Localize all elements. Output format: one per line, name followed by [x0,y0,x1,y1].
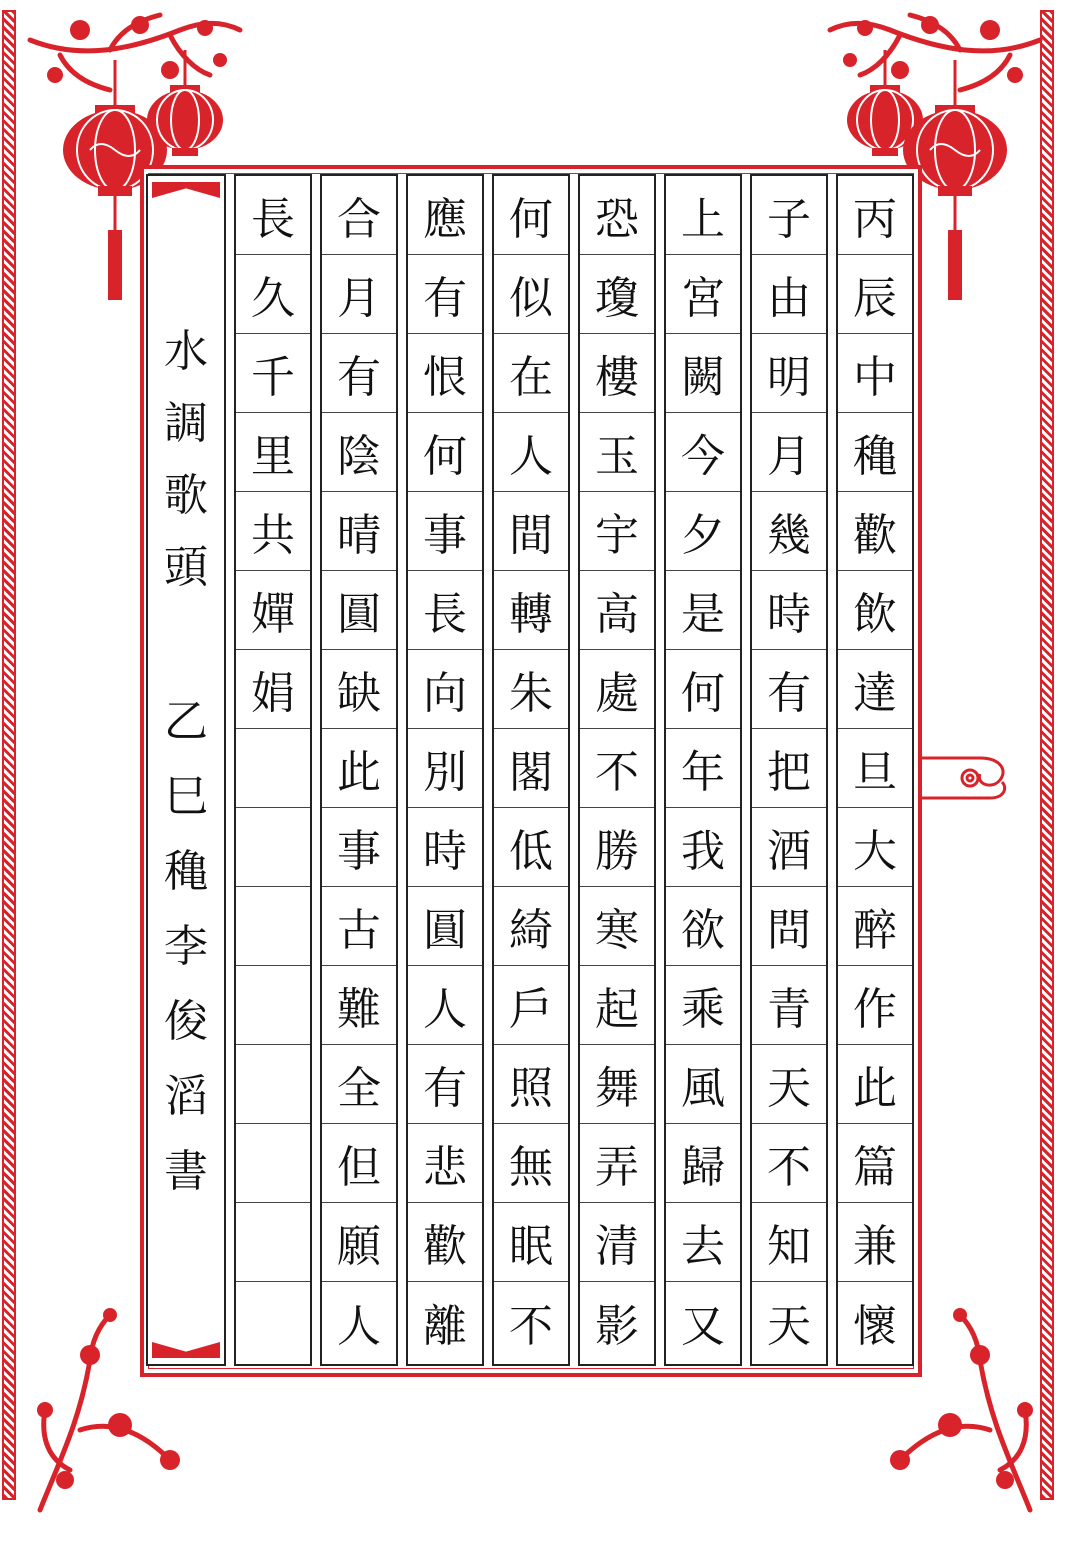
grid-column [234,174,312,1366]
grid-cell: 月 [322,255,396,334]
grid-cell: 酒 [752,808,826,887]
grid-cell: 飲 [838,571,912,650]
grid-cell: 是 [666,571,740,650]
grid-cell: 弄 [580,1124,654,1203]
grid-cell: 寒 [580,887,654,966]
grid-cell: 人 [494,413,568,492]
grid-cell: 應 [408,176,482,255]
grid-cell: 宮 [666,255,740,334]
grid-cell: 難 [322,966,396,1045]
grid-cell: 似 [494,255,568,334]
title-char: 頭 [164,542,208,593]
grid-cell: 娟 [236,650,310,729]
grid-cell: 何 [666,650,740,729]
title-char: 水 [164,326,208,377]
grid-cell: 別 [408,729,482,808]
grid-cell: 圓 [322,571,396,650]
grid-cell: 高 [580,571,654,650]
grid-cell: 大 [838,808,912,887]
grid-cell: 中 [838,334,912,413]
grid-cell: 離 [423,1300,467,1352]
grid-cell: 兼 [838,1203,912,1282]
grid-cell: 篇 [838,1124,912,1203]
grid-cell: 有 [752,650,826,729]
grid-cell: 有 [408,255,482,334]
inscription-char: 滔 [164,1071,208,1122]
grid-cell: 舞 [580,1045,654,1124]
grid-cell: 處 [580,650,654,729]
grid-cell: 闕 [666,334,740,413]
grid-cell: 去 [666,1203,740,1282]
grid-cell: 時 [752,571,826,650]
grid-cell: 千 [236,334,310,413]
grid-cell: 達 [838,650,912,729]
grid-cell: 全 [322,1045,396,1124]
grid-cell: 照 [494,1045,568,1124]
grid-cell: 事 [322,808,396,887]
grid-column [320,174,398,1366]
grid-cell: 恐 [580,176,654,255]
inscription [148,684,224,1209]
grid-cell: 古 [322,887,396,966]
grid-cell: 長 [236,176,310,255]
grid-cell: 嬋 [236,571,310,650]
grid-cell: 低 [494,808,568,887]
grid-column [492,174,570,1366]
grid-cell: 清 [580,1203,654,1282]
grid-cell: 不 [752,1124,826,1203]
inscription-char: 書 [164,1146,208,1197]
grid-cell: 宇 [580,492,654,571]
grid-cell: 願 [322,1203,396,1282]
grid-cell: 陰 [322,413,396,492]
grid-cell: 人 [337,1300,381,1352]
grid-column [406,174,484,1366]
grid-cell: 晴 [322,492,396,571]
grid-cell: 何 [494,176,568,255]
grid-cell: 此 [322,729,396,808]
grid-cell [236,1282,310,1361]
grid-cell: 久 [236,255,310,334]
grid-cell [236,729,310,808]
grid-cell: 子 [752,176,826,255]
grid-cell: 綺 [494,887,568,966]
title-panel-top-cap [152,182,220,198]
grid-cell: 轉 [494,571,568,650]
grid-cell: 丙 [838,176,912,255]
grid-cell [236,966,310,1045]
title-char: 調 [164,398,208,449]
inscription-char: 乙 [164,696,208,747]
grid-cell: 明 [752,334,826,413]
grid-column [664,174,742,1366]
grid-cell: 辰 [838,255,912,334]
grid-cell: 把 [752,729,826,808]
grid-cell: 幾 [752,492,826,571]
inscription-char: 李 [164,921,208,972]
grid-cell: 悲 [408,1124,482,1203]
grid-cell: 天 [767,1300,811,1352]
title-panel-bottom-cap [152,1342,220,1358]
cloud-scroll-ornament [920,748,1010,806]
grid-cell: 里 [236,413,310,492]
grid-cell: 乘 [666,966,740,1045]
grid-cell: 問 [752,887,826,966]
grid-cell: 共 [236,492,310,571]
grid-cell: 作 [838,966,912,1045]
title-char: 歌 [164,470,208,521]
grid-cell: 又 [681,1300,725,1352]
inscription-char: 俊 [164,996,208,1047]
grid-cell: 人 [408,966,482,1045]
left-border-pattern [2,10,16,1500]
grid-cell: 醉 [838,887,912,966]
grid-cell: 起 [580,966,654,1045]
grid-cell: 穐 [838,413,912,492]
grid-cell: 在 [494,334,568,413]
grid-cell: 欲 [666,887,740,966]
grid-cell: 向 [408,650,482,729]
grid-cell: 不 [580,729,654,808]
title-panel [146,174,226,1366]
grid-cell: 勝 [580,808,654,887]
grid-cell: 旦 [838,729,912,808]
grid-cell: 何 [408,413,482,492]
grid-cell: 時 [408,808,482,887]
grid-cell: 合 [322,176,396,255]
grid-column [578,174,656,1366]
grid-cell: 月 [752,413,826,492]
inscription-char: 巳 [164,771,208,822]
grid-cell: 閣 [494,729,568,808]
grid-cell: 懷 [853,1300,897,1352]
grid-cell: 歸 [666,1124,740,1203]
grid-cell: 風 [666,1045,740,1124]
grid-cell [236,1124,310,1203]
grid-cell: 知 [752,1203,826,1282]
grid-cell [236,808,310,887]
grid-cell: 圓 [408,887,482,966]
grid-cell: 此 [838,1045,912,1124]
grid-cell [236,1203,310,1282]
grid-cell: 由 [752,255,826,334]
grid-column [836,174,914,1366]
grid-cell: 間 [494,492,568,571]
grid-cell: 朱 [494,650,568,729]
grid-cell [236,887,310,966]
grid-cell: 歡 [838,492,912,571]
grid-cell: 無 [494,1124,568,1203]
grid-cell: 今 [666,413,740,492]
grid-cell: 青 [752,966,826,1045]
grid-cell: 眠 [494,1203,568,1282]
poem-title [148,316,224,604]
grid-cell: 瓊 [580,255,654,334]
grid-cell: 缺 [322,650,396,729]
grid-cell [236,1045,310,1124]
grid-cell: 我 [666,808,740,887]
grid-cell: 歡 [408,1203,482,1282]
grid-cell: 上 [666,176,740,255]
grid-cell: 影 [595,1300,639,1352]
grid-cell: 恨 [408,334,482,413]
grid-cell: 事 [408,492,482,571]
grid-column [750,174,828,1366]
grid-cell: 夕 [666,492,740,571]
grid-cell: 有 [408,1045,482,1124]
grid-cell: 但 [322,1124,396,1203]
grid-cell: 年 [666,729,740,808]
inscription-char: 穐 [164,846,208,897]
grid-cell: 不 [509,1300,553,1352]
grid-cell: 有 [322,334,396,413]
grid-cell: 天 [752,1045,826,1124]
grid-cell: 戶 [494,966,568,1045]
grid-cell: 樓 [580,334,654,413]
grid-cell: 長 [408,571,482,650]
grid-cell: 玉 [580,413,654,492]
